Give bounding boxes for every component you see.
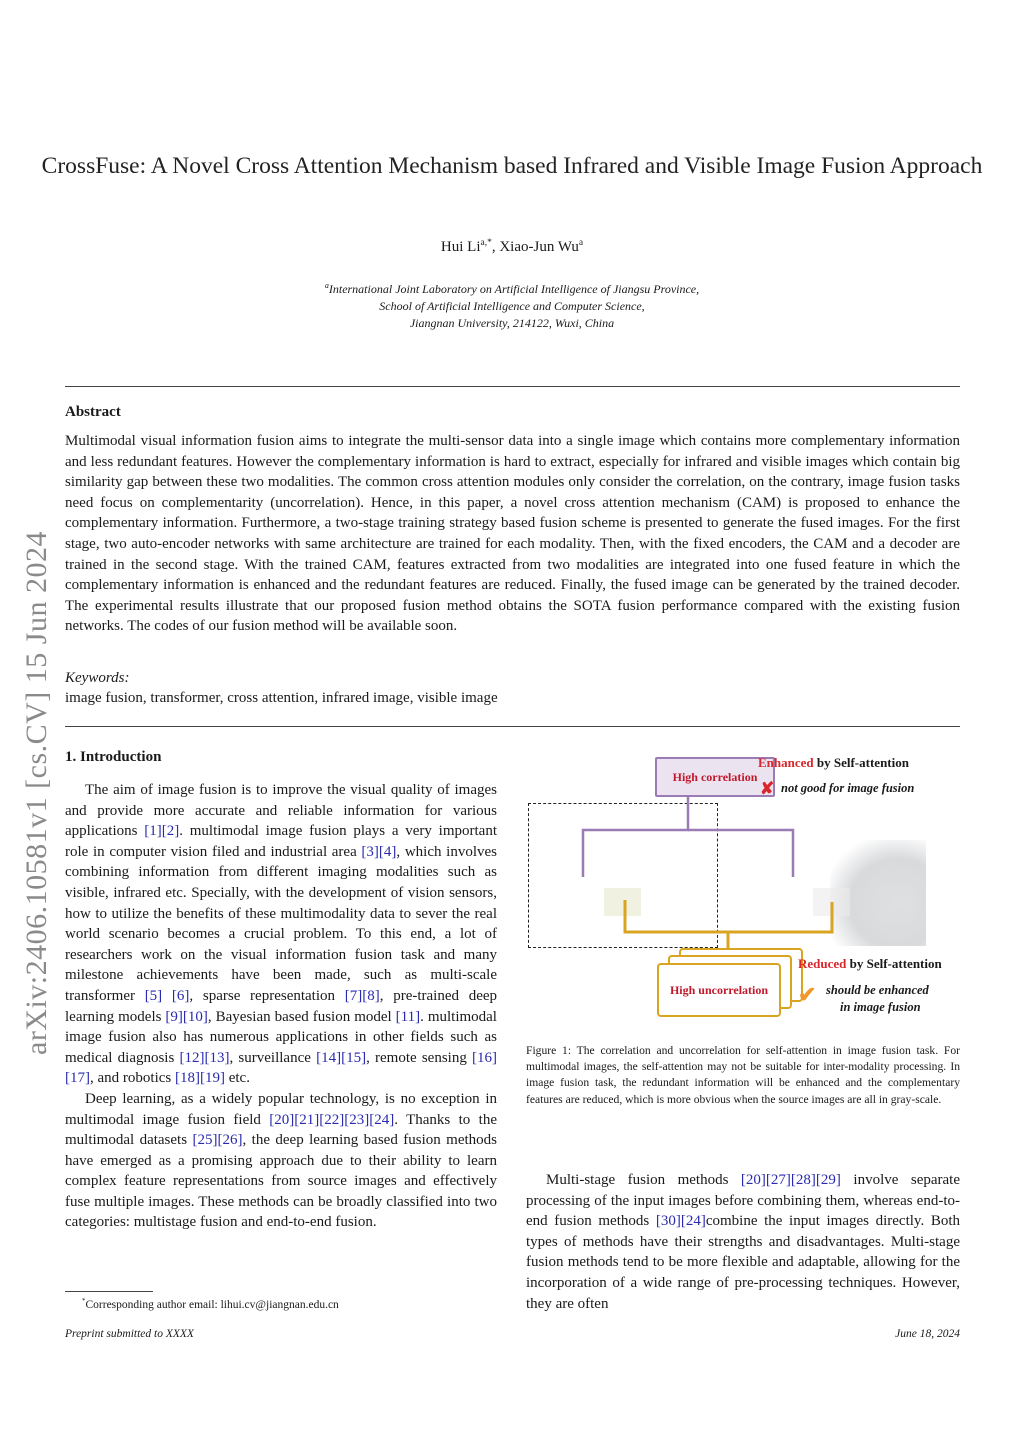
footnote: [82, 1297, 339, 1311]
right-paragraph-1: Multi-stage fusion methods [20][27][28][29] involve separate processing of the input images before combining them, whereas end-to-end fusion methods [30][24]combine the input images directly. Both types of methods have their strengths and disadvantages. Multi-stage fusion methods tend to be more flexible and adaptable, allowing for the incorporation of a wide range of pre-processing techniques. However, they are often: [526, 1172, 960, 1312]
divider-top: [65, 386, 960, 387]
intro-paragraph-2: Deep learning, as a widely popular technology, is no exception in multimodal image fusion field [20][21][22][23][24]. Thanks to the multimodal datasets [25][26], the deep learning based fusion methods have emerged as a promising approach due to their ability to learn complex feature representations from source images and effectively fuse multiple images. These methods can be broadly classified into two categories: multistage fusion and end-to-end fusion.: [65, 1090, 497, 1231]
citation-link[interactable]: [24]: [369, 1111, 395, 1128]
abstract-heading: Abstract: [65, 404, 121, 420]
citation-link[interactable]: [22]: [319, 1111, 345, 1128]
citation-link[interactable]: [28]: [790, 1172, 816, 1188]
paper-title: CrossFuse: A Novel Cross Attention Mechanism based Infrared and Visible Image Fusion Approach: [41, 153, 983, 179]
citation-link[interactable]: [12]: [179, 1049, 205, 1066]
citation-link[interactable]: [7]: [344, 987, 363, 1004]
citation-link[interactable]: [23]: [344, 1111, 370, 1128]
high-uncorrelation-tag: High uncorrelation: [657, 963, 781, 1017]
citation-link[interactable]: [29]: [815, 1172, 841, 1188]
enhanced-rest: by Self-attention: [813, 755, 909, 770]
reduced-word: Reduced: [798, 956, 847, 971]
citation-link[interactable]: [5]: [144, 987, 163, 1004]
enhanced-label: [758, 755, 909, 771]
keywords-label: Keywords:: [65, 670, 130, 686]
keywords: image fusion, transformer, cross attention, infrared image, visible image: [65, 690, 498, 706]
enhanced-word: Enhanced: [758, 755, 814, 770]
affiliation: [0, 277, 1024, 332]
affil-line: School of Artificial Intelligence and Computer Science,: [379, 299, 645, 313]
reduced-label: [798, 956, 942, 972]
should-enhance-note-line2: in image fusion: [840, 1000, 921, 1014]
footnote-rule: [65, 1291, 153, 1292]
affil-line: International Joint Laboratory on Artificial Intelligence of Jiangsu Province,: [328, 282, 700, 296]
footnote-mark: *: [82, 1297, 86, 1305]
author-list: Hui $Li^{a,*}$, Xiao-Jun Wu$^a$: [440, 238, 584, 255]
author-affil-sup: a: [578, 238, 584, 248]
citation-link[interactable]: [9]: [165, 1008, 183, 1025]
section-heading-introduction: 1. Introduction: [65, 749, 162, 765]
cross-mark-icon: ✘: [760, 779, 775, 798]
citation-link[interactable]: [30]: [655, 1213, 681, 1230]
citation-link[interactable]: [24]: [680, 1213, 706, 1230]
arxiv-stamp[interactable]: arXiv:2406.10581v1 [cs.CV] 15 Jun 2024: [20, 531, 53, 1055]
citation-link[interactable]: [14]: [316, 1049, 342, 1066]
citation-link[interactable]: [10]: [182, 1008, 208, 1025]
citation-link[interactable]: [3]: [361, 843, 379, 860]
citation-link[interactable]: [1]: [144, 823, 162, 840]
citation-link[interactable]: [15]: [341, 1049, 367, 1066]
high-correlation-tag: High correlation: [655, 757, 775, 797]
citation-link[interactable]: [13]: [204, 1049, 230, 1066]
citation-link[interactable]: [6]: [171, 987, 190, 1004]
citation-link[interactable]: [27]: [765, 1172, 791, 1188]
citation-link[interactable]: [16]: [472, 1049, 497, 1066]
figure-caption: Figure 1: The correlation and uncorrelation for self-attention in image fusion task. For multimodal images, the self-attention may not be suitable for inter-modality processing. In image fusion task, the redundant information will be enhanced and the complementary features are reduced, which is more obvious when the source images are all in gray-scale.: [526, 1044, 960, 1106]
divider-bottom: [65, 726, 960, 727]
author-name: Hui Li: [440, 239, 481, 255]
affil-line: Jiangnan University, 214122, Wuxi, China: [409, 316, 615, 330]
affil-sup: a: [324, 281, 329, 290]
citation-link[interactable]: [11]: [395, 1008, 421, 1025]
citation-link[interactable]: [4]: [378, 843, 397, 860]
intro-paragraph-1: The aim of image fusion is to improve the visual quality of images and provide more accurate and reliable information for various applications [1][2]. multimodal image fusion plays a very important role in computer vision filed and industrial area [3][4], which involves combining information from different imaging modalities such as visible, infrared etc. Specially, with the development of vision sensors, how to utilize the benefits of these multimodality data to sever the real world scenario becomes a crucial problem. To this end, a lot of researchers work on the visual information fusion task and many milestone achievements have been made, such as multi-scale transformer [5] [6], sparse representation [7][8], pre-trained deep learning models [9][10], Bayesian based fusion model [11]. multimodal image fusion also has numerous applications in other fields such as medical diagnosis [12][13], surveillance [14][15], remote sensing [16][17], and robotics [18][19] etc.: [65, 782, 498, 1087]
author-affil-sup: a,*: [480, 238, 492, 248]
citation-link[interactable]: [18]: [174, 1070, 200, 1087]
citation-link[interactable]: [26]: [217, 1132, 243, 1149]
footnote-text: Corresponding author email: lihui.cv@jiangnan.edu.cn: [85, 1298, 339, 1311]
author-name: Xiao-Jun Wu: [499, 239, 579, 255]
left-column: [65, 780, 497, 1233]
citation-link[interactable]: [17]: [65, 1070, 90, 1087]
footer-date: June 18, 2024: [895, 1328, 960, 1340]
right-column: [526, 1170, 960, 1314]
citation-link[interactable]: [2]: [161, 823, 180, 840]
citation-link[interactable]: [20]: [740, 1172, 766, 1188]
should-enhance-note-line1: should be enhanced: [826, 983, 929, 997]
not-good-note: not good for image fusion: [781, 781, 915, 795]
abstract-text: Multimodal visual information fusion aims to integrate the multi-sensor data into a single image which contains more complementary information and less redundant features. However the complementary information is hard to extract, especially for infrared and visible images which contain big similarity gap between these two modalities. The common cross attention modules only consider the correlation, on the contrary, image fusion tasks need focus on complementarity (uncorrelation). Hence, in this paper, a novel cross attention mechanism (CAM) is proposed to enhance the complementary information. Furthermore, a two-stage training strategy based fusion scheme is presented to generate the fused images. For the first stage, two auto-encoder networks with same architecture are trained for each modality. Then, with the fixed encoders, the CAM and a decoder are trained in the second stage. With the trained CAM, features extracted from two modalities are integrated into one fused feature in which the complementary information is enhanced and the redundant features are reduced. Finally, the fused image can be generated by the trained decoder. The experimental results illustrate that our proposed fusion method obtains the SOTA fusion performance compared with the existing fusion networks. The codes of our fusion method will be available soon.: [65, 433, 960, 635]
footer-preprint: Preprint submitted to XXXX: [65, 1328, 194, 1340]
citation-link[interactable]: [8]: [362, 987, 380, 1004]
citation-link[interactable]: [21]: [294, 1111, 320, 1128]
citation-link[interactable]: [19]: [199, 1070, 225, 1087]
check-mark-icon: ✔: [798, 982, 817, 1007]
reduced-rest: by Self-attention: [846, 956, 942, 971]
citation-link[interactable]: [20]: [269, 1111, 295, 1128]
citation-link[interactable]: [25]: [192, 1132, 218, 1149]
